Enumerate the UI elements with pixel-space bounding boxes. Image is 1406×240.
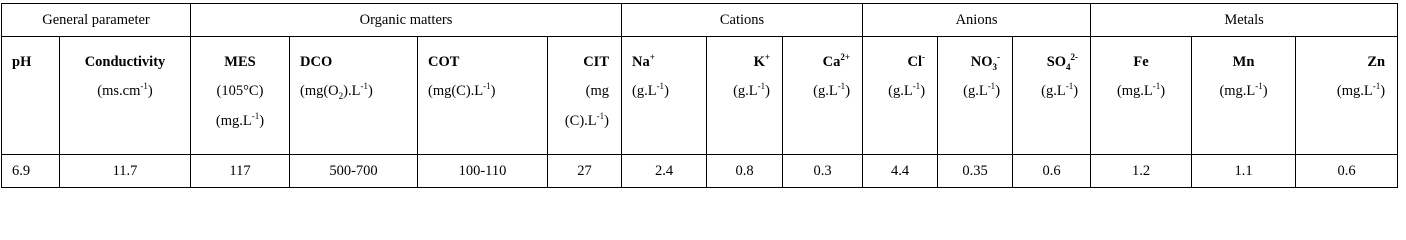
- value-mn: 1.1: [1192, 155, 1296, 188]
- parameter-header-row: [2, 37, 1398, 155]
- group-anions: Anions: [863, 4, 1091, 37]
- group-general-parameter: General parameter: [2, 4, 191, 37]
- param-unit: $(g.L^{-1})$: [1041, 81, 1079, 99]
- param-unit: $(mg.L^{-1})$: [1116, 81, 1166, 99]
- value-conductivity: 11.7: [60, 155, 191, 188]
- group-header-row: [2, 4, 1398, 37]
- param-unit: $(g.L^{-1})$: [888, 81, 926, 99]
- group-cations: Cations: [622, 4, 863, 37]
- param-unit: $(C).L^{-1}$): [564, 111, 609, 129]
- value-ph: 6.9: [2, 155, 60, 188]
- value-ca: 0.3: [783, 155, 863, 188]
- param-cot: [418, 37, 548, 155]
- param-cit: [548, 37, 622, 155]
- value-mes: 117: [191, 155, 290, 188]
- param-name: Fe: [1133, 54, 1149, 70]
- param-na: [622, 37, 707, 155]
- param-name: MES: [224, 54, 256, 70]
- param-name: Conductivity: [84, 54, 166, 70]
- param-name: Na+: [632, 52, 655, 70]
- param-name: Cl-: [907, 52, 926, 70]
- param-cl: [863, 37, 938, 155]
- param-unit: $(ms.cm^{-1})$: [97, 81, 153, 99]
- param-so4: [1013, 37, 1091, 155]
- param-no3: [938, 37, 1013, 155]
- param-ph: [2, 37, 60, 155]
- value-cit: 27: [548, 155, 622, 188]
- value-dco: 500-700: [290, 155, 418, 188]
- param-unit: $(g.L^{-1})$: [963, 81, 1001, 99]
- param-name: Zn: [1367, 54, 1386, 70]
- water-quality-table: [1, 3, 1398, 188]
- param-mn: [1192, 37, 1296, 155]
- param-unit: (mg: [585, 83, 609, 99]
- value-k: 0.8: [707, 155, 783, 188]
- param-unit: $(g.L^{-1})$: [632, 81, 669, 99]
- param-name: $Ca^{2+}$: [822, 52, 851, 70]
- values-row: [2, 155, 1398, 188]
- group-metals: Metals: [1091, 4, 1398, 37]
- value-no3: 0.35: [938, 155, 1013, 188]
- param-unit: $(g.L^{-1})$: [813, 81, 851, 99]
- param-conductivity: [60, 37, 191, 155]
- value-so4: 0.6: [1013, 155, 1091, 188]
- value-cl: 4.4: [863, 155, 938, 188]
- param-zn: [1296, 37, 1398, 155]
- param-unit: (105°C): [216, 83, 264, 99]
- param-unit: $(mg.L^{-1})$: [1336, 81, 1386, 99]
- value-na: 2.4: [622, 155, 707, 188]
- param-dco: [290, 37, 418, 155]
- param-mes: [191, 37, 290, 155]
- param-unit: $(mg.L^{-1})$: [215, 111, 265, 129]
- param-name: pH: [12, 54, 32, 70]
- param-unit: $(mg.L^{-1})$: [1219, 81, 1268, 99]
- param-name: K+: [753, 52, 770, 70]
- param-fe: [1091, 37, 1192, 155]
- param-name: $NO_3^-$: [970, 52, 1001, 72]
- param-name: DCO: [300, 54, 333, 70]
- param-ca: [783, 37, 863, 155]
- param-unit: $(mg(C).L^{-1})$: [428, 81, 496, 99]
- param-name: COT: [428, 54, 460, 70]
- param-name: CIT: [583, 54, 609, 70]
- param-name: $SO_4^{2-}$: [1046, 52, 1079, 72]
- group-organic-matters: Organic matters: [191, 4, 622, 37]
- value-cot: 100-110: [418, 155, 548, 188]
- value-zn: 0.6: [1296, 155, 1398, 188]
- value-fe: 1.2: [1091, 155, 1192, 188]
- param-name: Mn: [1232, 54, 1255, 70]
- param-unit: $(mg(O_2).L^{-1})$: [300, 81, 373, 101]
- param-unit: $(g.L^{-1})$: [733, 81, 770, 99]
- param-k: [707, 37, 783, 155]
